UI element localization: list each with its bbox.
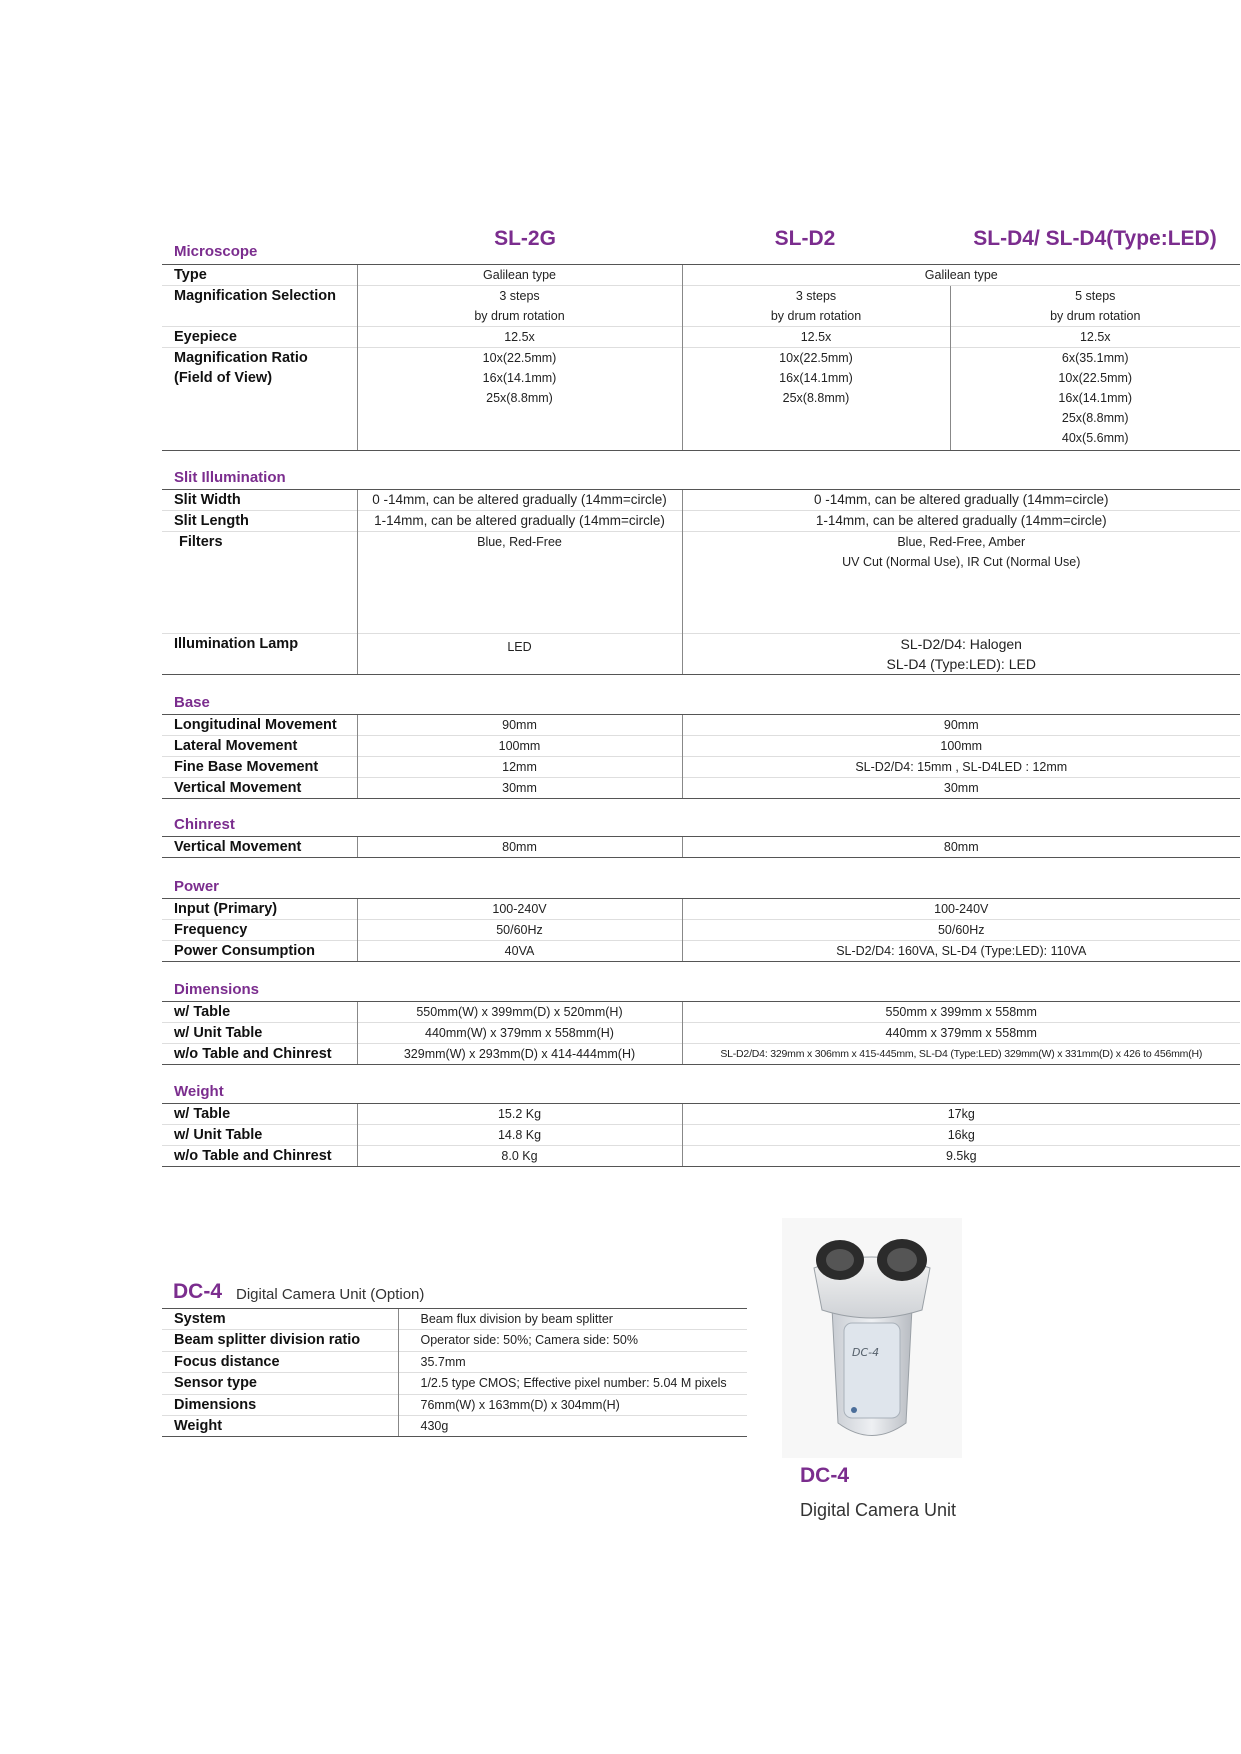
table-row [162,736,1240,757]
cell-value: Blue, Red-Free [357,532,682,634]
cell-value: 3 steps by drum rotation [357,286,682,327]
row-label: Vertical Movement [162,778,357,799]
row-label: Weight [162,1416,398,1437]
cell-value: 9.5kg [682,1146,1240,1167]
cell-value: 14.8 Kg [357,1125,682,1146]
power-spec-table [162,898,1240,962]
row-label: Vertical Movement [162,837,357,858]
row-label: w/o Table and Chinrest [162,1044,357,1065]
cell-value: 100mm [357,736,682,757]
section-title-dimensions: Dimensions [174,981,260,998]
cell-value: 12mm [357,757,682,778]
table-row [162,1416,747,1437]
row-label: Frequency [162,920,357,941]
cell-value: Beam flux division by beam splitter [398,1309,747,1330]
cell-value: 15.2 Kg [357,1104,682,1125]
cell-value: 50/60Hz [682,920,1240,941]
section-title-weight: Weight [174,1083,224,1100]
table-row [162,837,1240,858]
row-label: Longitudinal Movement [162,715,357,736]
row-label: w/ Unit Table [162,1023,357,1044]
cell-value: 0 -14mm, can be altered gradually (14mm=circle) [357,490,682,511]
cell-value: 3 steps by drum rotation [682,286,950,327]
base-spec-table [162,714,1240,799]
table-row [162,757,1240,778]
table-row [162,490,1240,511]
dc4-title: DC-4 [173,1280,223,1303]
cell-value: 10x(22.5mm) 16x(14.1mm) 25x(8.8mm) [357,348,682,451]
cell-value: 8.0 Kg [357,1146,682,1167]
slit-spec-table [162,489,1240,675]
cell-value: Blue, Red-Free, Amber UV Cut (Normal Use), IR Cut (Normal Use) [682,532,1240,634]
row-label: w/ Table [162,1002,357,1023]
row-label: Illumination Lamp [162,634,357,675]
section-title-slit: Slit Illumination [174,469,286,486]
row-label: Dimensions [162,1394,398,1415]
table-row [162,899,1240,920]
table-row [162,778,1240,799]
section-title-power: Power [174,878,220,895]
section-title-chinrest: Chinrest [174,816,235,833]
row-label: Eyepiece [162,327,357,348]
cell-value: 6x(35.1mm) 10x(22.5mm) 16x(14.1mm) 25x(8.8mm) 40x(5.6mm) [950,348,1240,451]
table-row [162,286,1240,327]
cell-value: 100-240V [682,899,1240,920]
dc4-camera-image [782,1218,962,1458]
table-row [162,1002,1240,1023]
cell-value: 90mm [682,715,1240,736]
dc4-subtitle: Digital Camera Unit (Option) [236,1286,425,1303]
cell-value: Operator side: 50%; Camera side: 50% [398,1330,747,1351]
cell-value: SL-D2/D4: 160VA, SL-D4 (Type:LED): 110VA [682,941,1240,962]
cell-value: 550mm x 399mm x 558mm [682,1002,1240,1023]
cell-value: 80mm [357,837,682,858]
section-title-microscope: Microscope [174,243,258,260]
table-row [162,941,1240,962]
row-label: Slit Width [162,490,357,511]
cell-value: 76mm(W) x 163mm(D) x 304mm(H) [398,1394,747,1415]
cell-value: 17kg [682,1104,1240,1125]
cell-value: 100-240V [357,899,682,920]
row-label: Filters [162,532,357,634]
row-label: Sensor type [162,1373,398,1394]
cell-value: 30mm [682,778,1240,799]
cell-value: Galilean type [357,265,682,286]
table-row [162,1351,747,1372]
cell-value: 10x(22.5mm) 16x(14.1mm) 25x(8.8mm) [682,348,950,451]
microscope-spec-table [162,264,1240,451]
table-row [162,1394,747,1415]
cell-value: 80mm [682,837,1240,858]
table-row [162,1146,1240,1167]
table-row [162,1373,747,1394]
row-label: w/ Table [162,1104,357,1125]
chinrest-spec-table [162,836,1240,858]
row-label: System [162,1309,398,1330]
model-header-sl-2g: SL-2G [494,227,556,250]
dimensions-spec-table [162,1001,1240,1065]
model-header-sl-d4: SL-D4/ SL-D4(Type:LED) [973,227,1217,250]
table-row [162,715,1240,736]
cell-value: 50/60Hz [357,920,682,941]
camera-icon [782,1218,962,1458]
table-row [162,532,1240,634]
table-row [162,348,1240,451]
row-label: Fine Base Movement [162,757,357,778]
cell-value: 90mm [357,715,682,736]
cell-value: 0 -14mm, can be altered gradually (14mm=circle) [682,490,1240,511]
row-label: Beam splitter division ratio [162,1330,398,1351]
row-label: Type [162,265,357,286]
table-row [162,511,1240,532]
row-label: Lateral Movement [162,736,357,757]
table-row [162,920,1240,941]
cell-value: 1/2.5 type CMOS; Effective pixel number: 5.04 M pixels [398,1373,747,1394]
cell-value: 329mm(W) x 293mm(D) x 414-444mm(H) [357,1044,682,1065]
dc4-caption-subtitle: Digital Camera Unit [800,1500,957,1520]
cell-value: SL-D2/D4: Halogen SL-D4 (Type:LED): LED [682,634,1240,675]
row-label: Input (Primary) [162,899,357,920]
table-row [162,1104,1240,1125]
cell-value: 1-14mm, can be altered gradually (14mm=circle) [682,511,1240,532]
table-row [162,1309,747,1330]
table-row [162,634,1240,675]
row-label: Power Consumption [162,941,357,962]
row-label: Magnification Selection [162,286,357,327]
row-label: Magnification Ratio (Field of View) [162,348,357,451]
cell-value: 12.5x [357,327,682,348]
table-row [162,327,1240,348]
cell-value: SL-D2/D4: 329mm x 306mm x 415-445mm, SL-D4 (Type:LED) 329mm(W) x 331mm(D) x 426 to 456mm(H) [682,1044,1240,1065]
table-row [162,1023,1240,1044]
cell-value: 100mm [682,736,1240,757]
row-label: w/o Table and Chinrest [162,1146,357,1167]
row-label: Focus distance [162,1351,398,1372]
cell-value: 35.7mm [398,1351,747,1372]
table-row [162,1330,747,1351]
dc4-caption-title: DC-4 [800,1464,850,1487]
row-label: Slit Length [162,511,357,532]
table-row [162,1125,1240,1146]
cell-value: 30mm [357,778,682,799]
table-row [162,1044,1240,1065]
cell-value: Galilean type [682,265,1240,286]
section-title-base: Base [174,694,210,711]
svg-text:DC-4: DC-4 [852,1346,880,1359]
weight-spec-table [162,1103,1240,1167]
cell-value: 5 steps by drum rotation [950,286,1240,327]
model-header-sl-d2: SL-D2 [774,227,836,250]
row-label: w/ Unit Table [162,1125,357,1146]
dc4-spec-table [162,1308,747,1437]
cell-value: 16kg [682,1125,1240,1146]
cell-value: 12.5x [682,327,950,348]
cell-value: 40VA [357,941,682,962]
cell-value: LED [357,634,682,675]
cell-value: SL-D2/D4: 15mm , SL-D4LED : 12mm [682,757,1240,778]
cell-value: 550mm(W) x 399mm(D) x 520mm(H) [357,1002,682,1023]
table-row [162,265,1240,286]
cell-value: 440mm(W) x 379mm x 558mm(H) [357,1023,682,1044]
cell-value: 440mm x 379mm x 558mm [682,1023,1240,1044]
cell-value: 1-14mm, can be altered gradually (14mm=circle) [357,511,682,532]
cell-value: 430g [398,1416,747,1437]
cell-value: 12.5x [950,327,1240,348]
